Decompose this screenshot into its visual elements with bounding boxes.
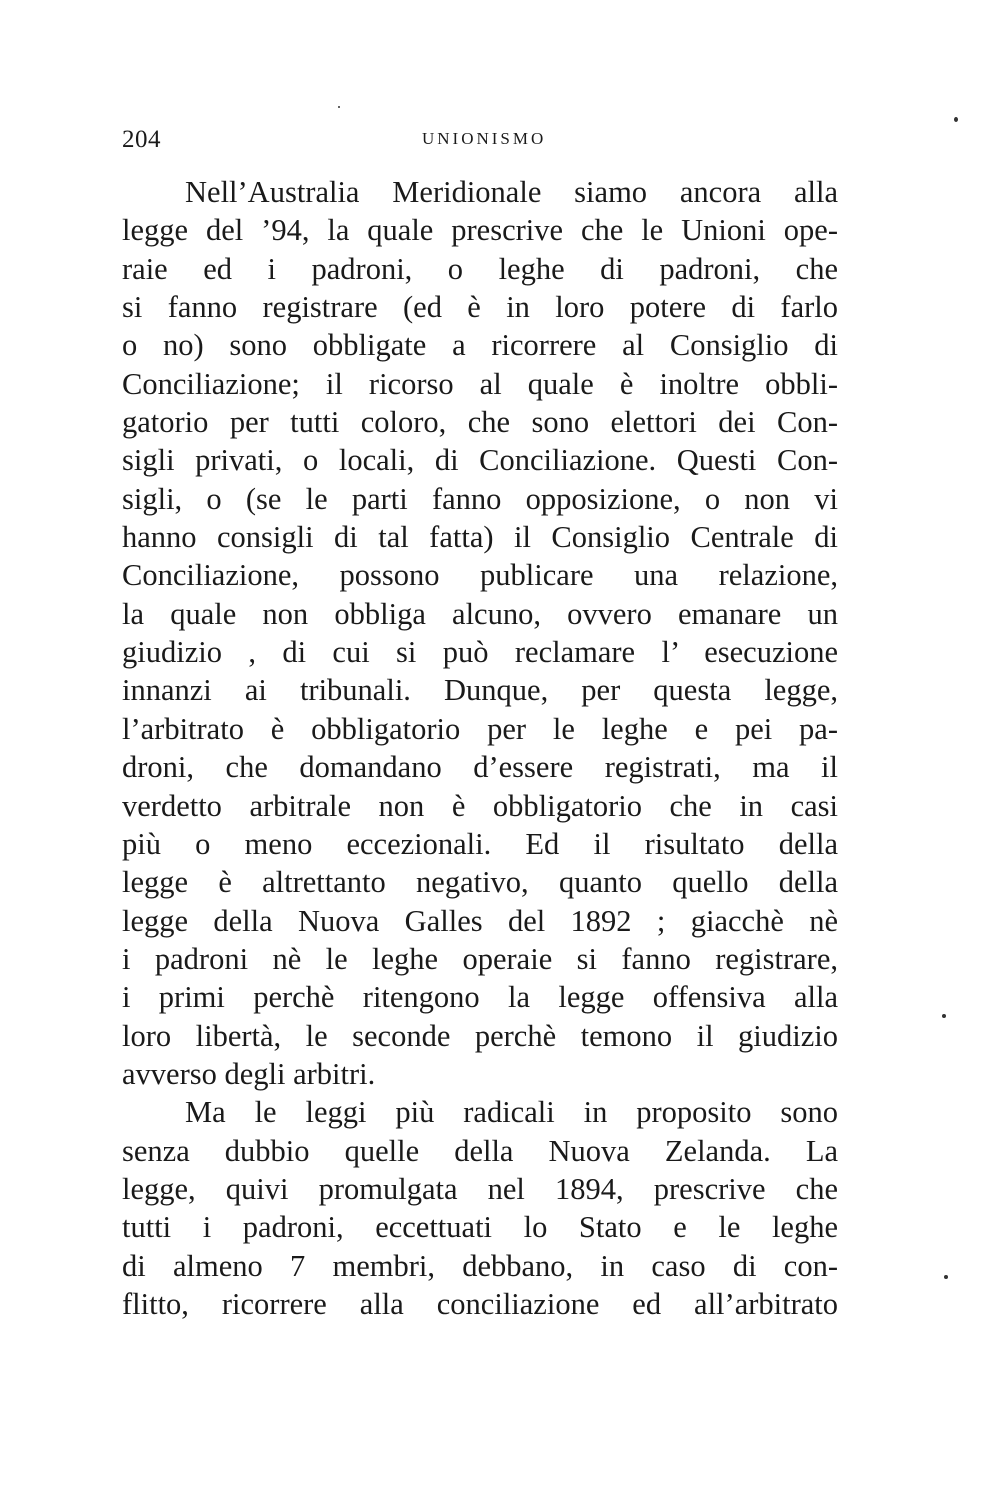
- paragraph-2-line-3: legge, quivi promulgata nel 1894, prescrive che: [122, 1171, 838, 1206]
- paragraph-1-line-21: i padroni nè le leghe operaie si fanno registrare,: [122, 941, 838, 976]
- scan-speck: [338, 106, 340, 108]
- paragraph-1-line-11: Conciliazione, possono publicare una relazione,: [122, 558, 838, 593]
- paragraph-2-line-1: Ma le leggi più radicali in proposito sono: [185, 1095, 838, 1130]
- body-text: [122, 173, 838, 1323]
- paragraph-1-line-15: l’arbitrato è obbligatorio per le leghe e pei pa-: [122, 711, 838, 746]
- paragraph-1-line-3: raie ed i padroni, o leghe di padroni, che: [122, 251, 838, 286]
- paragraph-1-line-13: giudizio , di cui si può reclamare l’ esecuzione: [122, 635, 838, 670]
- paragraph-1-line-24: avverso degli arbitri.: [122, 1056, 376, 1091]
- paragraph-1-line-9: sigli, o (se le parti fanno opposizione, o non vi: [122, 481, 838, 516]
- paragraph-1-line-6: Conciliazione; il ricorso al quale è inoltre obbli-: [122, 366, 838, 401]
- paragraph-1-line-16: droni, che domandano d’essere registrati, ma il: [122, 750, 838, 785]
- scan-speck: [954, 117, 958, 122]
- paragraph-1-line-14: innanzi ai tribunali. Dunque, per questa legge,: [122, 673, 838, 708]
- paragraph-1-line-8: sigli privati, o locali, di Conciliazione. Questi Con-: [122, 443, 838, 478]
- paragraph-1-line-19: legge è altrettanto negativo, quanto quello della: [122, 865, 838, 900]
- paragraph-1-line-18: più o meno eccezionali. Ed il risultato della: [122, 826, 838, 861]
- paragraph-2-line-4: tutti i padroni, eccettuati lo Stato e le leghe: [122, 1210, 838, 1245]
- scan-speck: [942, 1014, 946, 1018]
- running-head: UNIONISMO: [422, 129, 547, 148]
- paragraph-1-line-23: loro libertà, le seconde perchè temono il giudizio: [122, 1018, 838, 1053]
- paragraph-1-line-1: Nell’Australia Meridionale siamo ancora alla: [185, 175, 838, 209]
- paragraph-2-line-2: senza dubbio quelle della Nuova Zelanda. La: [122, 1133, 838, 1168]
- scan-speck: [944, 1275, 948, 1279]
- paragraph-1-line-7: gatorio per tutti coloro, che sono elettori dei Con-: [122, 405, 838, 440]
- paragraph-1-line-2: legge del ’94, la quale prescrive che le Unioni ope-: [122, 213, 838, 248]
- paragraph-1-line-12: la quale non obbliga alcuno, ovvero emanare un: [122, 596, 838, 631]
- paragraph-2-line-6: flitto, ricorrere alla conciliazione ed all’arbitrato: [122, 1286, 838, 1321]
- paragraph-2-line-5: di almeno 7 membri, debbano, in caso di con-: [122, 1248, 838, 1283]
- paragraph-1-line-4: si fanno registrare (ed è in loro potere di farlo: [122, 290, 838, 325]
- paragraph-1-line-5: o no) sono obbligate a ricorrere al Consiglio di: [122, 328, 838, 363]
- page-header: [122, 126, 838, 162]
- page-number: 204: [122, 126, 161, 153]
- paragraph-1-line-22: i primi perchè ritengono la legge offensiva alla: [122, 980, 838, 1015]
- paragraph-1-line-20: legge della Nuova Galles del 1892 ; giacchè nè: [122, 903, 838, 938]
- paragraph-1-line-17: verdetto arbitrale non è obbligatorio che in casi: [122, 788, 838, 823]
- paragraph-1-line-10: hanno consigli di tal fatta) il Consiglio Centrale di: [122, 520, 838, 555]
